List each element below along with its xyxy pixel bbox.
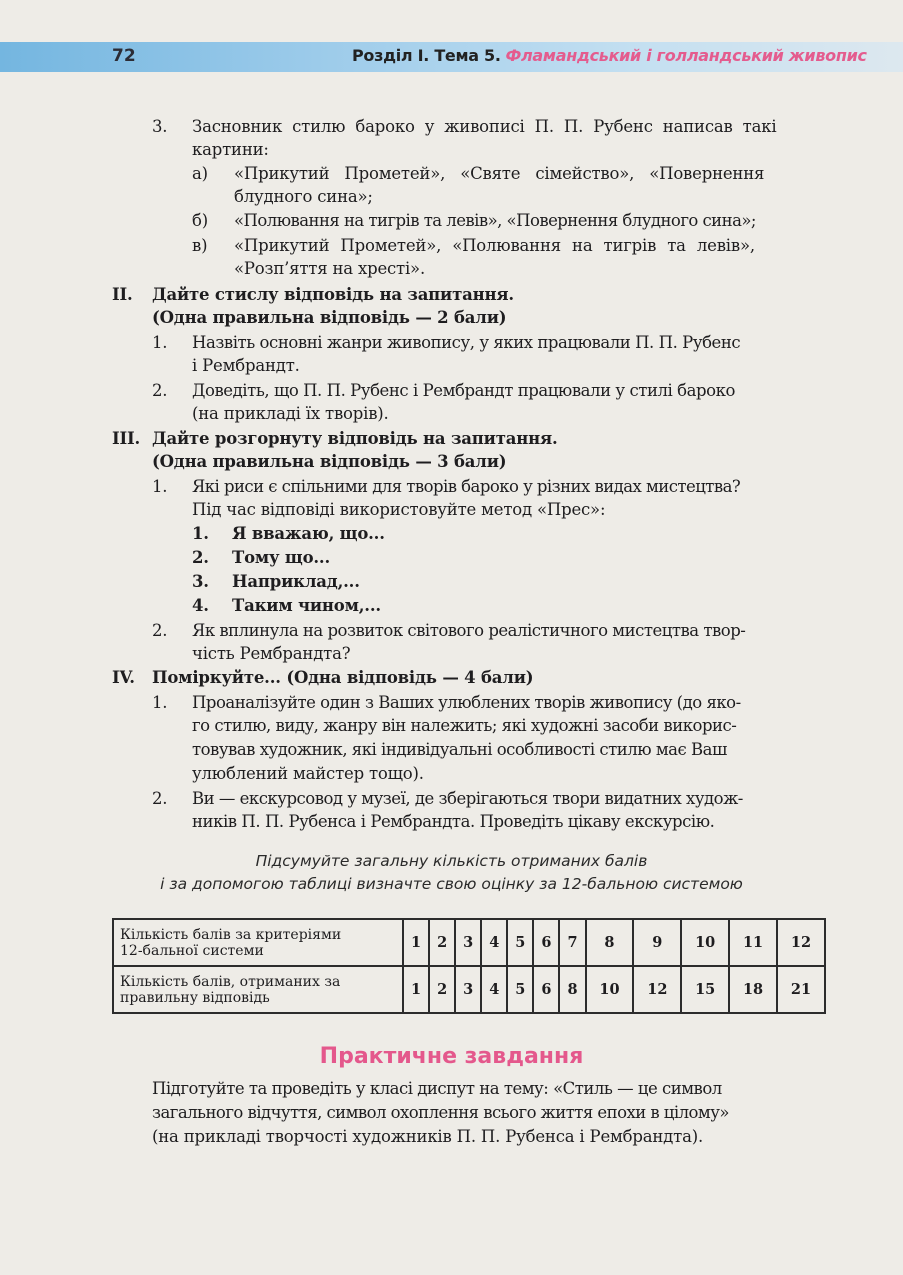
table-cell: 1 <box>403 919 429 966</box>
row-label-criteria: Кількість балів за критеріями 12-бальної системи <box>113 919 403 966</box>
q3-option-b-1: «Полювання на тигрів та левів», «Повернення блудного сина»; <box>234 211 756 230</box>
sec4-q2-number: 2. <box>152 789 168 808</box>
summary-note-2: і за допомогою таблиці визначте свою оцінку за 12-бальною системою <box>160 875 743 893</box>
sec4-roman: ІV. <box>112 668 135 687</box>
sec4-q1-text-3: товував художник, які індивідуальні особливості стилю має Ваш <box>192 740 727 759</box>
table-cell: 8 <box>559 966 585 1013</box>
table-cell: 3 <box>455 919 481 966</box>
table-cell: 10 <box>681 919 729 966</box>
section-label: Розділ І. Тема 5. <box>352 46 501 65</box>
table-cell: 8 <box>586 919 634 966</box>
sec2-q1-text-1: Назвіть основні жанри живопису, у яких працювали П. П. Рубенс <box>192 333 741 352</box>
table-row-criteria <box>113 919 825 966</box>
table-cell: 2 <box>429 966 455 1013</box>
q3-text-2: картини: <box>192 140 269 159</box>
pres-step-1-text: Я вважаю, що... <box>232 524 385 543</box>
row-label-points: Кількість балів, отриманих за правильну відповідь <box>113 966 403 1013</box>
sec2-roman: ІІ. <box>112 285 133 304</box>
table-cell: 6 <box>533 966 559 1013</box>
table-cell: 3 <box>455 966 481 1013</box>
sec4-q1-text-4: улюблений майстер тощо). <box>192 764 424 783</box>
practice-text-3: (на прикладі творчості художників П. П. Рубенса і Рембрандта). <box>152 1127 703 1146</box>
table-cell: 10 <box>586 966 634 1013</box>
q3-option-b-label: б) <box>192 211 208 230</box>
q3-text-1: Засновник стилю бароко у живописі П. П. Рубенс написав такі <box>192 117 777 136</box>
pres-step-4-number: 4. <box>192 596 209 615</box>
q3-option-a-2: блудного сина»; <box>234 187 373 206</box>
table-cell: 4 <box>481 919 507 966</box>
sec2-q1-text-2: і Рембрандт. <box>192 356 300 375</box>
table-cell: 6 <box>533 919 559 966</box>
table-row-points <box>113 966 825 1013</box>
topic-label: Фламандський і голландський живопис <box>505 46 867 65</box>
sec2-q2-number: 2. <box>152 381 168 400</box>
pres-step-2-number: 2. <box>192 548 209 567</box>
table-cell: 7 <box>559 919 585 966</box>
score-conversion-table <box>112 918 826 1014</box>
table-cell: 18 <box>729 966 777 1013</box>
pres-step-3-text: Наприклад,... <box>232 572 360 591</box>
table-cell: 11 <box>729 919 777 966</box>
table-cell: 12 <box>633 966 681 1013</box>
sec4-q2-text-2: ників П. П. Рубенса і Рембрандта. Проведіть цікаву екскурсію. <box>192 812 715 831</box>
sec3-q1-number: 1. <box>152 477 168 496</box>
table-cell: 4 <box>481 966 507 1013</box>
sec3-q2-text-2: чість Рембрандта? <box>192 644 351 663</box>
sec4-q1-text-2: го стилю, виду, жанру він належить; які художні засоби викорис- <box>192 716 737 735</box>
table-cell: 15 <box>681 966 729 1013</box>
table-cell: 5 <box>507 966 533 1013</box>
sec2-title: Дайте стислу відповідь на запитання. <box>152 285 514 304</box>
sec4-q1-number: 1. <box>152 693 168 712</box>
sec4-q1-text-1: Проаналізуйте один з Ваших улюблених творів живопису (до яко- <box>192 693 741 712</box>
table-cell: 9 <box>633 919 681 966</box>
practice-text-1: Підготуйте та проведіть у класі диспут на тему: «Стиль — це символ <box>152 1079 722 1098</box>
table-cell: 1 <box>403 966 429 1013</box>
table-cell: 21 <box>777 966 825 1013</box>
table-cell: 12 <box>777 919 825 966</box>
table-cell: 2 <box>429 919 455 966</box>
page-number: 72 <box>112 46 136 66</box>
practice-text-2: загального відчуття, символ охоплення всього життя епохи в цілому» <box>152 1103 729 1122</box>
sec3-q1-text-2: Під час відповіді використовуйте метод «Прес»: <box>192 500 606 519</box>
pres-step-2-text: Тому що... <box>232 548 331 567</box>
sec3-title: Дайте розгорнуту відповідь на запитання. <box>152 429 558 448</box>
table-cell: 5 <box>507 919 533 966</box>
practice-title: Практичне завдання <box>319 1044 584 1069</box>
page-header <box>0 42 903 72</box>
q3-option-c-1: «Прикутий Прометей», «Полювання на тигрів та левів», <box>234 236 755 255</box>
sec2-score: (Одна правильна відповідь — 2 бали) <box>152 308 507 327</box>
sec2-q2-text-1: Доведіть, що П. П. Рубенс і Рембрандт працювали у стилі бароко <box>192 381 735 400</box>
q3-option-c-label: в) <box>192 236 208 255</box>
sec4-q2-text-1: Ви — екскурсовод у музеї, де зберігаються твори видатних худож- <box>192 789 743 808</box>
sec3-score: (Одна правильна відповідь — 3 бали) <box>152 452 507 471</box>
sec3-q2-number: 2. <box>152 621 168 640</box>
pres-step-4-text: Таким чином,... <box>232 596 381 615</box>
sec2-q1-number: 1. <box>152 333 168 352</box>
sec3-roman: ІІІ. <box>112 429 141 448</box>
sec3-q1-text-1: Які риси є спільними для творів бароко у різних видах мистецтва? <box>192 477 741 496</box>
summary-note-1: Підсумуйте загальну кількість отриманих балів <box>255 852 648 870</box>
q3-option-a-1: «Прикутий Прометей», «Святе сімейство», «Повернення <box>234 164 765 183</box>
q3-number: 3. <box>152 117 168 136</box>
running-title <box>352 46 867 65</box>
sec3-q2-text-1: Як вплинула на розвиток світового реалістичного мистецтва твор- <box>192 621 746 640</box>
q3-option-c-2: «Розп’яття на хресті». <box>234 259 425 278</box>
pres-step-3-number: 3. <box>192 572 209 591</box>
pres-step-1-number: 1. <box>192 524 209 543</box>
sec2-q2-text-2: (на прикладі їх творів). <box>192 404 389 423</box>
sec4-title: Поміркуйте... (Одна відповідь — 4 бали) <box>152 668 534 687</box>
q3-option-a-label: а) <box>192 164 208 183</box>
